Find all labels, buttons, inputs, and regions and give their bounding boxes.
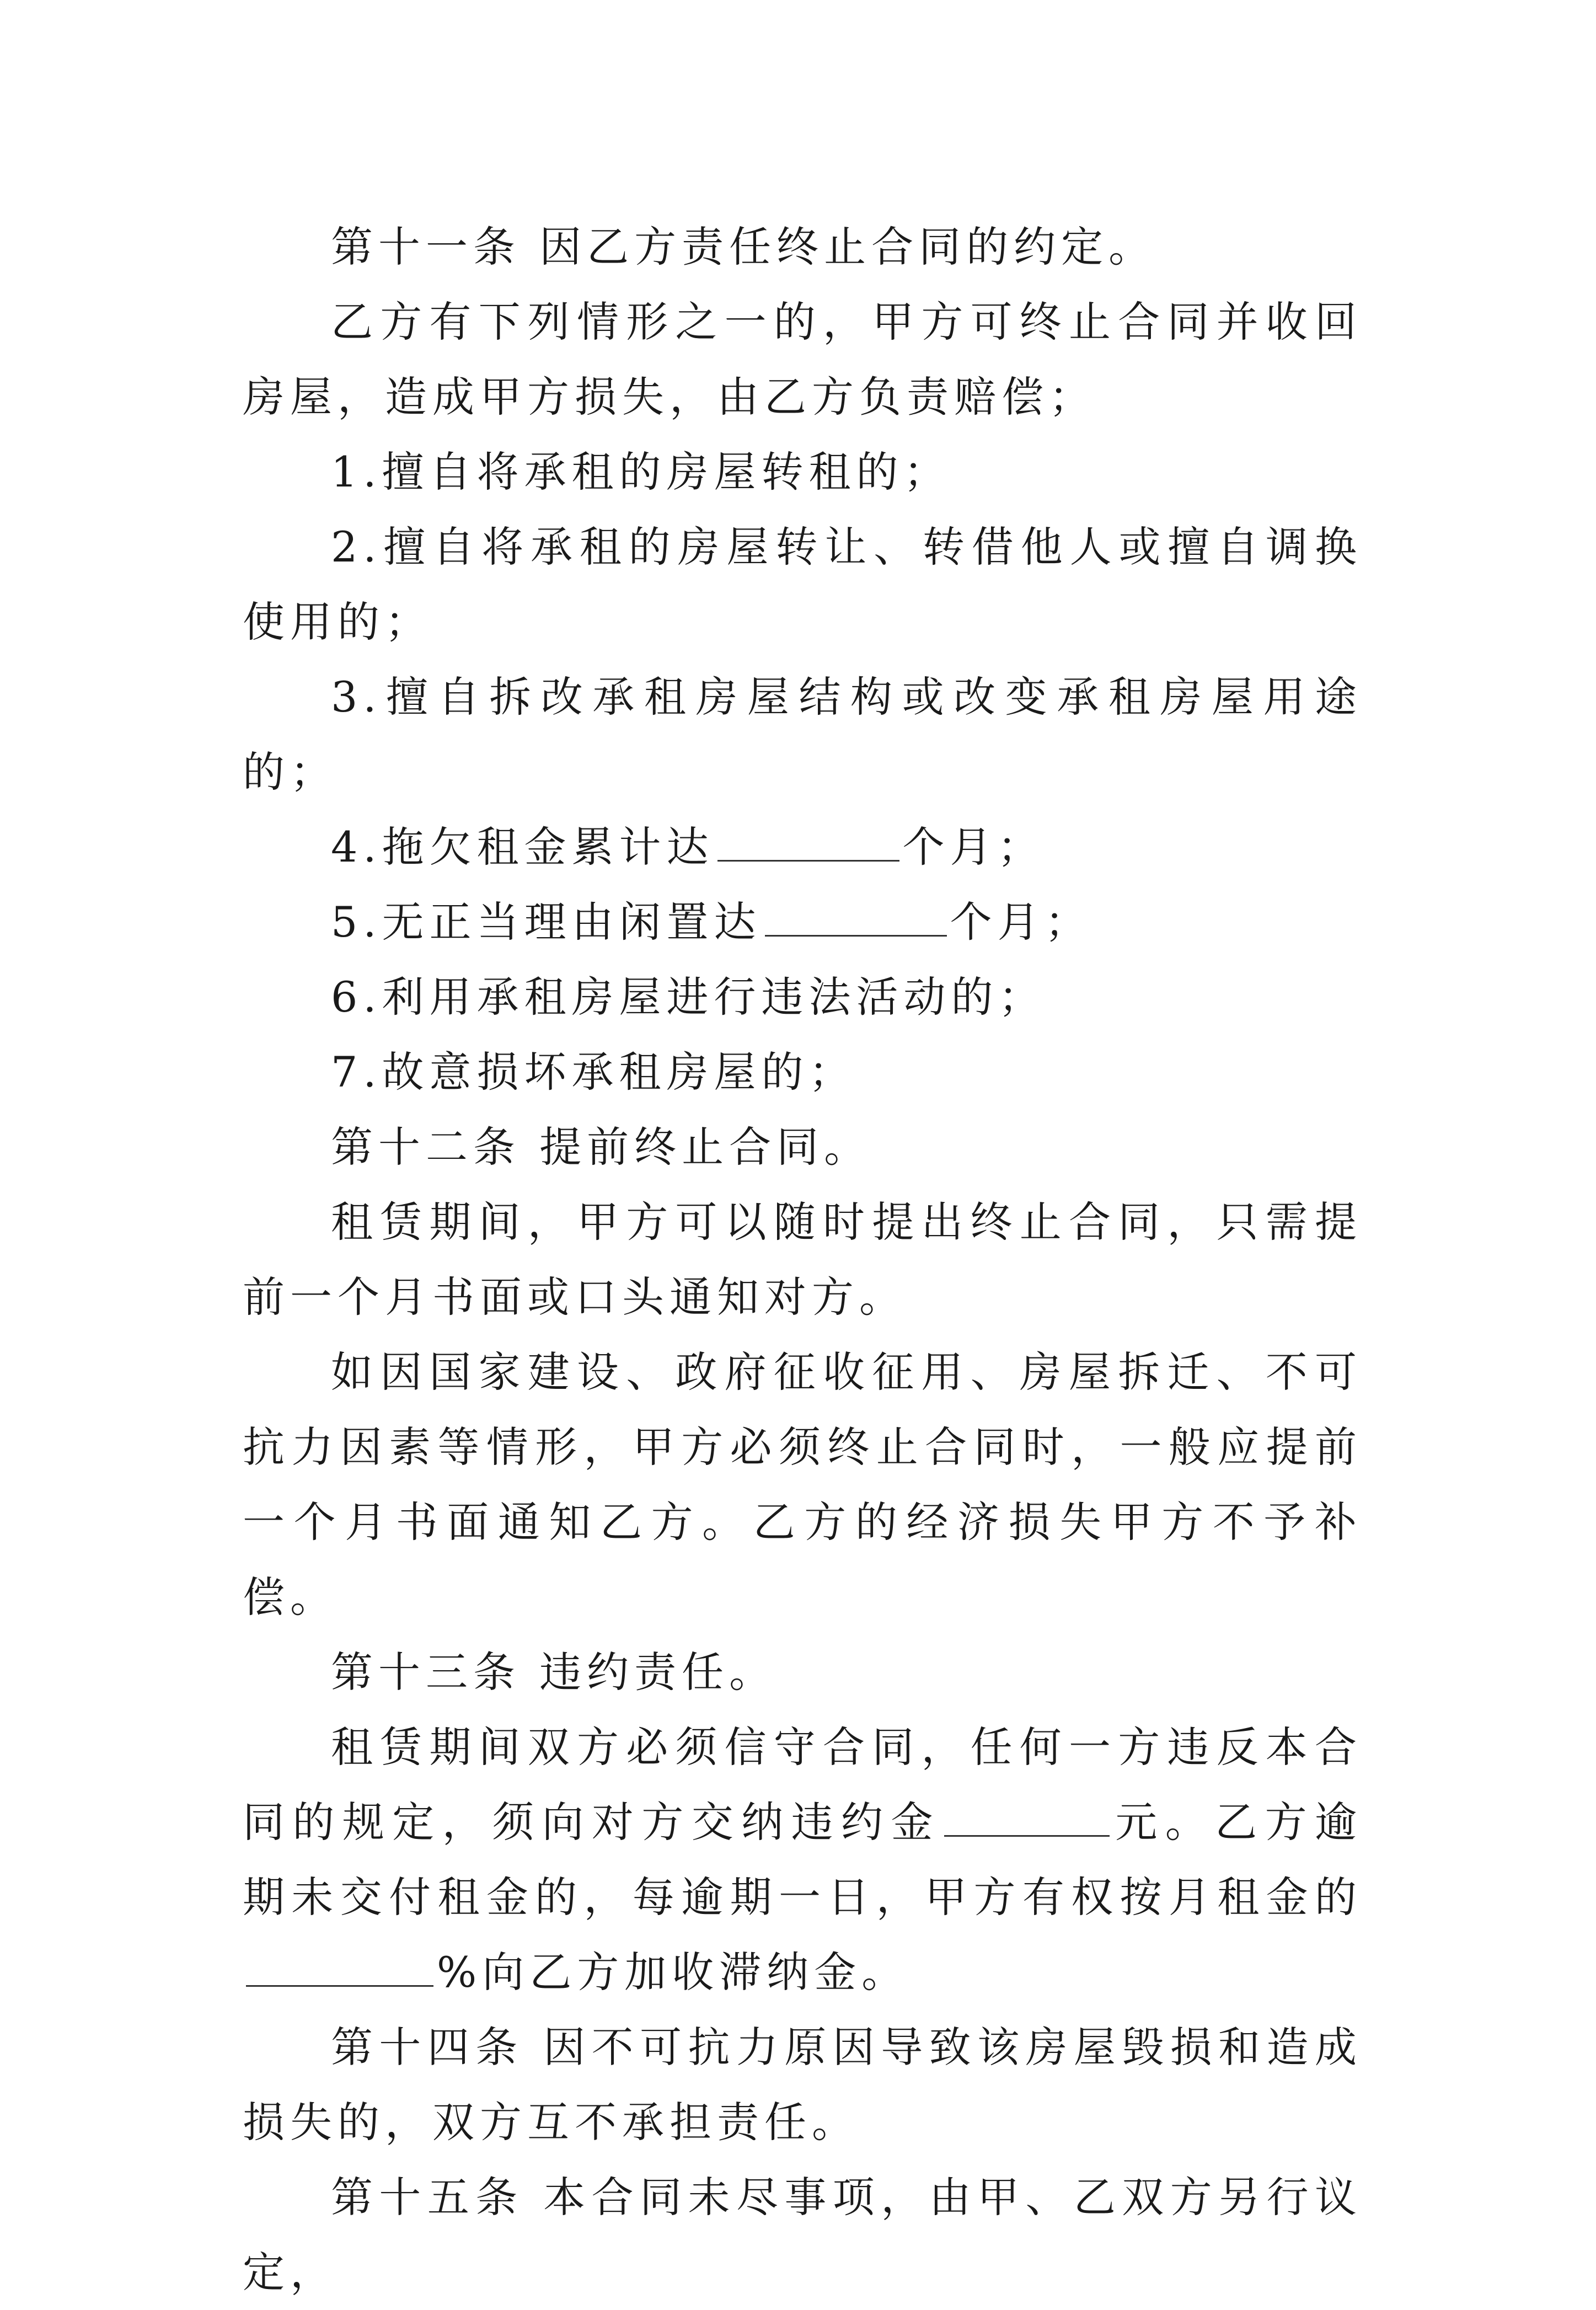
article-13-heading: 第十三条 违约责任。 bbox=[331, 1648, 777, 1697]
months-overdue-blank bbox=[717, 821, 899, 862]
clause-item-2: 2.擅自将承租的房屋转让、转借他人或擅自调换使用的； bbox=[243, 522, 1362, 646]
penalty-amount-blank bbox=[944, 1796, 1110, 1837]
article-13-text-b: 元。乙方逾期未交付租金的，每逾期一日，甲方有权按月租金的 bbox=[243, 1798, 1363, 1922]
clause-item-3: 3.擅自拆改承租房屋结构或改变承租房屋用途的； bbox=[243, 672, 1362, 796]
clause-item-5-suffix: 个月； bbox=[950, 897, 1092, 947]
clause-item-5 bbox=[243, 885, 1362, 960]
clause-item-5-text: 5.无正当理由闲置达 bbox=[331, 897, 762, 947]
late-fee-percent-blank bbox=[246, 1947, 433, 1987]
clause-item-1: 1.擅自将承租的房屋转租的； bbox=[331, 447, 951, 496]
article-13-text-c: %向乙方加收滞纳金。 bbox=[437, 1948, 909, 1997]
article-12-paragraph-2: 如因国家建设、政府征收征用、房屋拆迁、不可抗力因素等情形，甲方必须终止合同时，一般应提前一个月书面通知乙方。乙方的经济损失甲方不予补偿。 bbox=[243, 1348, 1362, 1622]
clause-item-4 bbox=[243, 810, 1362, 885]
article-12-heading: 第十二条 提前终止合同。 bbox=[331, 1122, 872, 1172]
months-idle-blank bbox=[765, 896, 947, 937]
article-12-paragraph-1: 租赁期间，甲方可以随时提出终止合同，只需提前一个月书面或口头通知对方。 bbox=[243, 1197, 1362, 1322]
article-11-heading: 第十一条 因乙方责任终止合同的约定。 bbox=[331, 222, 1156, 271]
clause-item-4-text: 4.拖欠租金累计达 bbox=[331, 822, 714, 871]
article-14-paragraph: 第十四条 因不可抗力原因导致该房屋毁损和造成损失的，双方互不承担责任。 bbox=[243, 2023, 1362, 2147]
article-13-text-a: 租赁期间双方必须信守合同，任何一方违反本合同的规定，须向对方交纳违约金 bbox=[243, 1723, 1362, 1847]
clause-item-4-suffix: 个月； bbox=[902, 822, 1045, 871]
document-body bbox=[243, 210, 1362, 2310]
clause-item-7: 7.故意损坏承租房屋的； bbox=[331, 1047, 856, 1097]
article-15-paragraph: 第十五条 本合同未尽事项，由甲、乙双方另行议定， bbox=[243, 2173, 1362, 2297]
article-11-intro: 乙方有下列情形之一的，甲方可终止合同并收回房屋，造成甲方损失，由乙方负责赔偿； bbox=[243, 297, 1362, 421]
article-13-paragraph bbox=[243, 1710, 1362, 2010]
clause-item-6: 6.利用承租房屋进行违法活动的； bbox=[331, 972, 1046, 1022]
